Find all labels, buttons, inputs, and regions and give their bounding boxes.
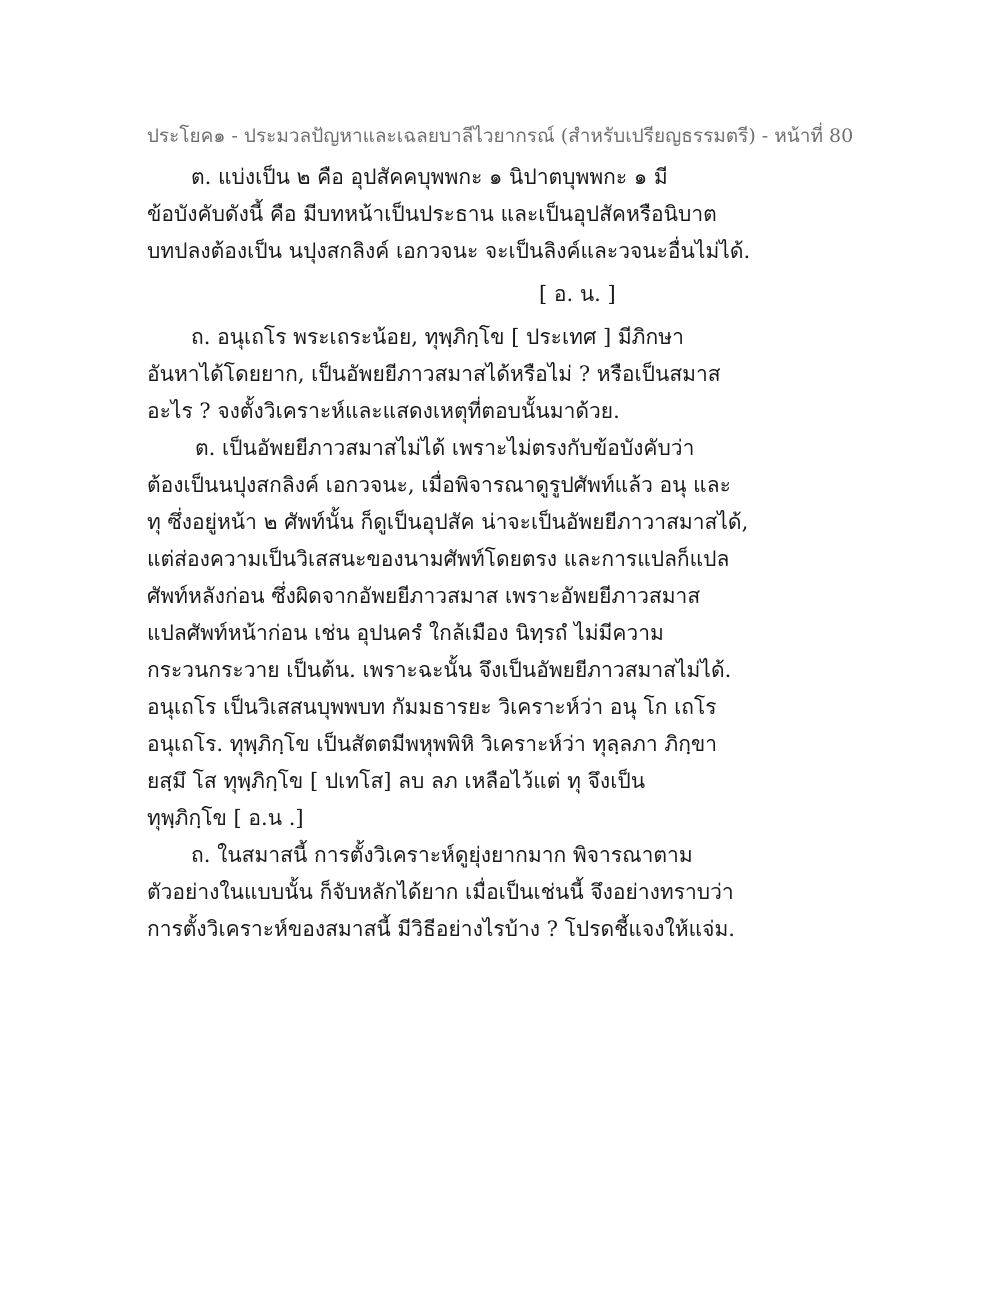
text-line: ต้องเป็นนปุงสกลิงค์ เอกวจนะ, เมื่อพิจารณาดูรูปศัพท์แล้ว อนุ และ	[147, 473, 731, 497]
text-line: กระวนกระวาย เป็นต้น. เพราะฉะนั้น จึงเป็นอัพยยีภาวสมาสไม่ได้.	[147, 658, 732, 682]
question-line: ถ. ในสมาสนี้ การตั้งวิเคราะห์ดูยุ่งยากมาก พิจารณาตาม	[191, 843, 693, 867]
answer-line: ต. เป็นอัพยยีภาวสมาสไม่ได้ เพราะไม่ตรงกับข้อบังคับว่า	[195, 436, 695, 460]
text-line: อะไร ? จงตั้งวิเคราะห์และแสดงเหตุที่ตอบนั้นมาด้วย.	[147, 399, 620, 423]
text-line: แปลศัพท์หน้าก่อน เช่น อุปนครํ ใกล้เมือง นิทฺรถํ ไม่มีความ	[147, 621, 664, 645]
running-header: ประโยค๑ - ประมวลปัญหาและเฉลยบาลีไวยากรณ์ (สำหรับเปรียญธรรมตรี) - หน้าที่ 80	[146, 125, 854, 147]
text-line: ยสฺมึ โส ทุพฺภิกฺโข [ ปเทโส] ลบ ลภ เหลือไว้แต่ ทุ จึงเป็น	[147, 769, 646, 793]
text-line: บทปลงต้องเป็น นปุงสกลิงค์ เอกวจนะ จะเป็นลิงค์และวจนะอื่นไม่ได้.	[147, 239, 751, 263]
text-line: อันหาได้โดยยาก, เป็นอัพยยีภาวสมาสได้หรือไม่ ? หรือเป็นสมาส	[147, 362, 721, 386]
text-line: ตัวอย่างในแบบนั้น ก็จับหลักได้ยาก เมื่อเป็นเช่นนี้ จึงอย่างทราบว่า	[147, 880, 734, 904]
question-line: ถ. อนุเถโร พระเถระน้อย, ทุพฺภิกฺโข [ ประเทศ ] มีภิกษา	[191, 325, 684, 349]
text-line: อนุเถโร. ทุพฺภิกฺโข เป็นสัตตมีพหุพพิหิ วิเคราะห์ว่า ทุลฺลภา ภิกฺขา	[147, 732, 718, 756]
body-text	[147, 159, 751, 948]
answer-line: ต. แบ่งเป็น ๒ คือ อุปสัคคบุพพกะ ๑ นิปาตบุพพกะ ๑ มี	[191, 165, 668, 189]
text-line: ข้อบังคับดังนี้ คือ มีบทหน้าเป็นประธาน และเป็นอุปสัคหรือนิบาต	[147, 202, 717, 226]
text-line: การตั้งวิเคราะห์ของสมาสนี้ มีวิธีอย่างไรบ้าง ? โปรดชี้แจงให้แจ่ม.	[147, 917, 735, 941]
text-line: ศัพท์หลังก่อน ซึ่งผิดจากอัพยยีภาวสมาส เพราะอัพยยีภาวสมาส	[147, 584, 701, 608]
reference-tag: [ อ. น. ]	[539, 282, 616, 306]
text-line: ทุพฺภิกฺโข [ อ.น .]	[147, 806, 304, 830]
text-line: แต่ส่องความเป็นวิเสสนะของนามศัพท์โดยตรง และการแปลก็แปล	[147, 547, 730, 571]
text-line: ทุ ซึ่งอยู่หน้า ๒ ศัพท์นั้น ก็ดูเป็นอุปสัค น่าจะเป็นอัพยยีภาวาสมาสได้,	[147, 510, 749, 534]
text-line: อนุเถโร เป็นวิเสสนบุพพบท กัมมธารยะ วิเคราะห์ว่า อนุ โก เถโร	[147, 695, 717, 719]
